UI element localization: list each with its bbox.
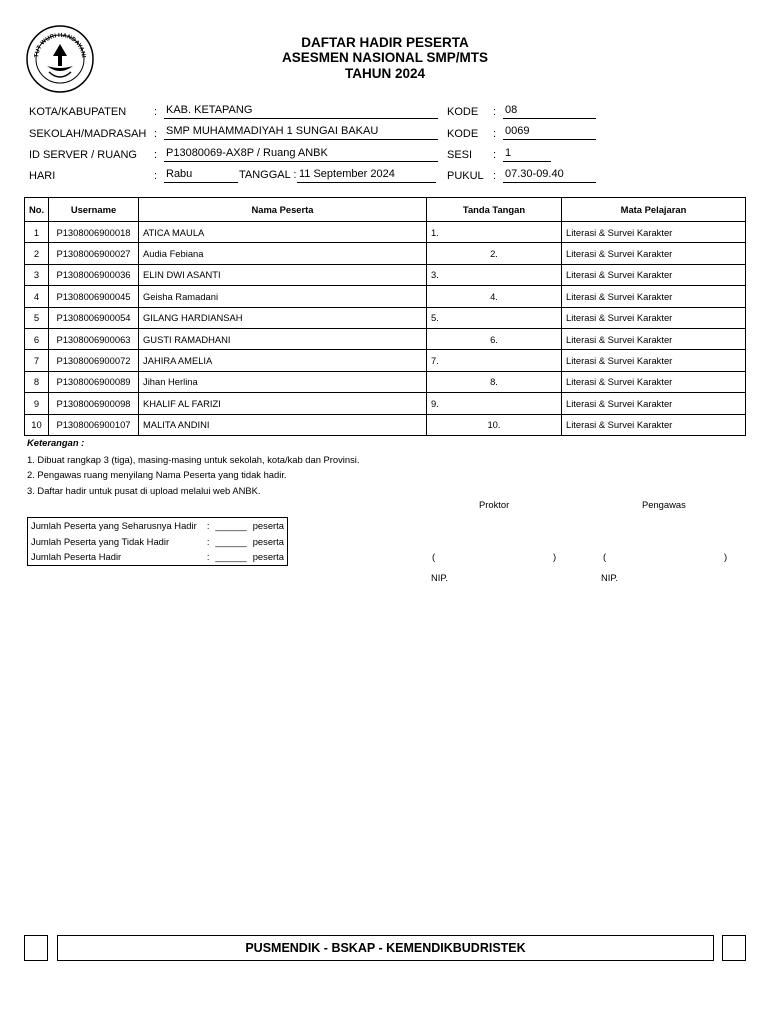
colon: :: [493, 149, 497, 161]
cell-mapel: Literasi & Survei Karakter: [562, 371, 746, 392]
footer-right-box: [722, 935, 746, 961]
cell-username: P1308006900107: [49, 414, 139, 435]
cell-ttd: 1.: [427, 222, 562, 243]
cell-ttd: 2.: [427, 243, 562, 264]
keterangan-title: Keterangan :: [27, 437, 85, 448]
colon: :: [154, 128, 158, 140]
cell-nama: GUSTI RAMADHANI: [139, 328, 427, 349]
pukul-value: 07.30-09.40: [503, 168, 596, 183]
cell-mapel: Literasi & Survei Karakter: [562, 307, 746, 328]
cell-mapel: Literasi & Survei Karakter: [562, 350, 746, 371]
table-row: [25, 264, 746, 285]
summary-colon: :: [206, 535, 210, 547]
pukul-label: PUKUL: [447, 170, 484, 182]
title-line-1: DAFTAR HADIR PESERTA: [301, 35, 469, 50]
cell-nama: Audia Febiana: [139, 243, 427, 264]
cell-nama: JAHIRA AMELIA: [139, 350, 427, 371]
kode2-value: 0069: [503, 125, 596, 140]
kode1-value: 08: [503, 104, 596, 119]
title-line-2: ASESMEN NASIONAL SMP/MTS: [281, 50, 489, 65]
keterangan-item: 3. Daftar hadir untuk pusat di upload melalui web ANBK.: [27, 485, 261, 496]
summary-table: [27, 517, 288, 566]
cell-no: 9: [25, 393, 49, 414]
cell-ttd: 3.: [427, 264, 562, 285]
cell-username: P1308006900018: [49, 222, 139, 243]
server-value: P13080069-AX8P / Ruang ANBK: [164, 147, 438, 162]
cell-no: 8: [25, 371, 49, 392]
keterangan-item: 2. Pengawas ruang menyilang Nama Peserta yang tidak hadir.: [27, 469, 287, 480]
header-mata-pelajaran: Mata Pelajaran: [562, 198, 746, 222]
colon: :: [493, 106, 497, 118]
table-header-row: [25, 198, 746, 222]
tut-wuri-handayani-logo: [25, 24, 95, 94]
summary-blank: ______: [215, 520, 247, 532]
summary-label: Jumlah Peserta yang Tidak Hadir: [31, 535, 170, 547]
cell-username: P1308006900054: [49, 307, 139, 328]
summary-blank: ______: [215, 551, 247, 563]
colon: :: [154, 149, 158, 161]
sesi-label: SESI: [447, 149, 473, 161]
tanggal-value: 11 September 2024: [297, 168, 436, 183]
cell-ttd: 6.: [427, 328, 562, 349]
sekolah-label: SEKOLAH/MADRASAH: [29, 128, 147, 140]
server-label: ID SERVER / RUANG: [29, 149, 137, 161]
cell-username: P1308006900027: [49, 243, 139, 264]
cell-no: 5: [25, 307, 49, 328]
cell-ttd: 9.: [427, 393, 562, 414]
sekolah-value: SMP MUHAMMADIYAH 1 SUNGAI BAKAU: [164, 125, 438, 140]
summary-row: [28, 549, 288, 565]
cell-username: P1308006900072: [49, 350, 139, 371]
summary-label: Jumlah Peserta Hadir: [31, 551, 122, 563]
summary-unit: peserta: [252, 535, 284, 547]
title-line-3: TAHUN 2024: [344, 66, 426, 81]
cell-mapel: Literasi & Survei Karakter: [562, 222, 746, 243]
attendance-table: [24, 197, 746, 436]
cell-mapel: Literasi & Survei Karakter: [562, 286, 746, 307]
cell-ttd: 4.: [427, 286, 562, 307]
footer-left-box: [24, 935, 48, 961]
proktor-paren-close: ): [553, 551, 557, 562]
table-row: [25, 307, 746, 328]
hari-value: Rabu: [164, 168, 238, 183]
cell-username: P1308006900045: [49, 286, 139, 307]
cell-no: 1: [25, 222, 49, 243]
colon: :: [493, 128, 497, 140]
kode2-label: KODE: [447, 128, 479, 140]
header-no: No.: [25, 198, 49, 222]
cell-mapel: Literasi & Survei Karakter: [562, 264, 746, 285]
summary-row: [28, 518, 288, 534]
table-row: [25, 350, 746, 371]
colon: :: [154, 170, 158, 182]
summary-colon: :: [206, 551, 210, 563]
header-username: Username: [49, 198, 139, 222]
proktor-label: Proktor: [479, 499, 510, 510]
cell-ttd: 5.: [427, 307, 562, 328]
summary-unit: peserta: [252, 520, 284, 532]
table-row: [25, 243, 746, 264]
summary-blank: ______: [215, 535, 247, 547]
cell-mapel: Literasi & Survei Karakter: [562, 328, 746, 349]
pengawas-paren-close: ): [724, 551, 728, 562]
pengawas-paren-open: (: [603, 551, 607, 562]
tanggal-label: TANGGAL :: [239, 169, 297, 181]
table-row: [25, 286, 746, 307]
cell-no: 6: [25, 328, 49, 349]
cell-ttd: 7.: [427, 350, 562, 371]
table-row: [25, 222, 746, 243]
cell-mapel: Literasi & Survei Karakter: [562, 414, 746, 435]
cell-nama: GILANG HARDIANSAH: [139, 307, 427, 328]
table-row: [25, 393, 746, 414]
cell-username: P1308006900063: [49, 328, 139, 349]
colon: :: [493, 170, 497, 182]
proktor-nip: NIP.: [431, 572, 449, 583]
cell-nama: Jihan Herlina: [139, 371, 427, 392]
kode1-label: KODE: [447, 106, 479, 118]
kota-label: KOTA/KABUPATEN: [29, 106, 127, 118]
cell-username: P1308006900036: [49, 264, 139, 285]
cell-mapel: Literasi & Survei Karakter: [562, 243, 746, 264]
cell-nama: ELIN DWI ASANTI: [139, 264, 427, 285]
cell-no: 3: [25, 264, 49, 285]
summary-label: Jumlah Peserta yang Seharusnya Hadir: [31, 520, 197, 532]
summary-row: [28, 534, 288, 550]
table-row: [25, 328, 746, 349]
summary-unit: peserta: [252, 551, 284, 563]
cell-ttd: 10.: [427, 414, 562, 435]
cell-nama: KHALIF AL FARIZI: [139, 393, 427, 414]
keterangan-item: 1. Dibuat rangkap 3 (tiga), masing-masing untuk sekolah, kota/kab dan Provinsi.: [27, 454, 360, 465]
colon: :: [154, 106, 158, 118]
cell-ttd: 8.: [427, 371, 562, 392]
hari-label: HARI: [29, 170, 56, 182]
cell-no: 4: [25, 286, 49, 307]
cell-nama: Geisha Ramadani: [139, 286, 427, 307]
table-row: [25, 371, 746, 392]
cell-nama: MALITA ANDINI: [139, 414, 427, 435]
cell-username: P1308006900098: [49, 393, 139, 414]
cell-no: 10: [25, 414, 49, 435]
header-nama: Nama Peserta: [139, 198, 427, 222]
cell-nama: ATICA MAULA: [139, 222, 427, 243]
header-tanda-tangan: Tanda Tangan: [427, 198, 562, 222]
cell-no: 7: [25, 350, 49, 371]
kota-value: KAB. KETAPANG: [164, 104, 438, 119]
proktor-paren-open: (: [432, 551, 436, 562]
logo-text: TUT WURI HANDAYANI: [33, 32, 86, 59]
summary-colon: :: [206, 520, 210, 532]
cell-mapel: Literasi & Survei Karakter: [562, 393, 746, 414]
table-row: [25, 414, 746, 435]
pengawas-label: Pengawas: [642, 499, 686, 510]
sesi-value: 1: [503, 147, 551, 162]
cell-no: 2: [25, 243, 49, 264]
footer-banner: PUSMENDIK - BSKAP - KEMENDIKBUDRISTEK: [57, 935, 714, 961]
pengawas-nip: NIP.: [601, 572, 619, 583]
cell-username: P1308006900089: [49, 371, 139, 392]
